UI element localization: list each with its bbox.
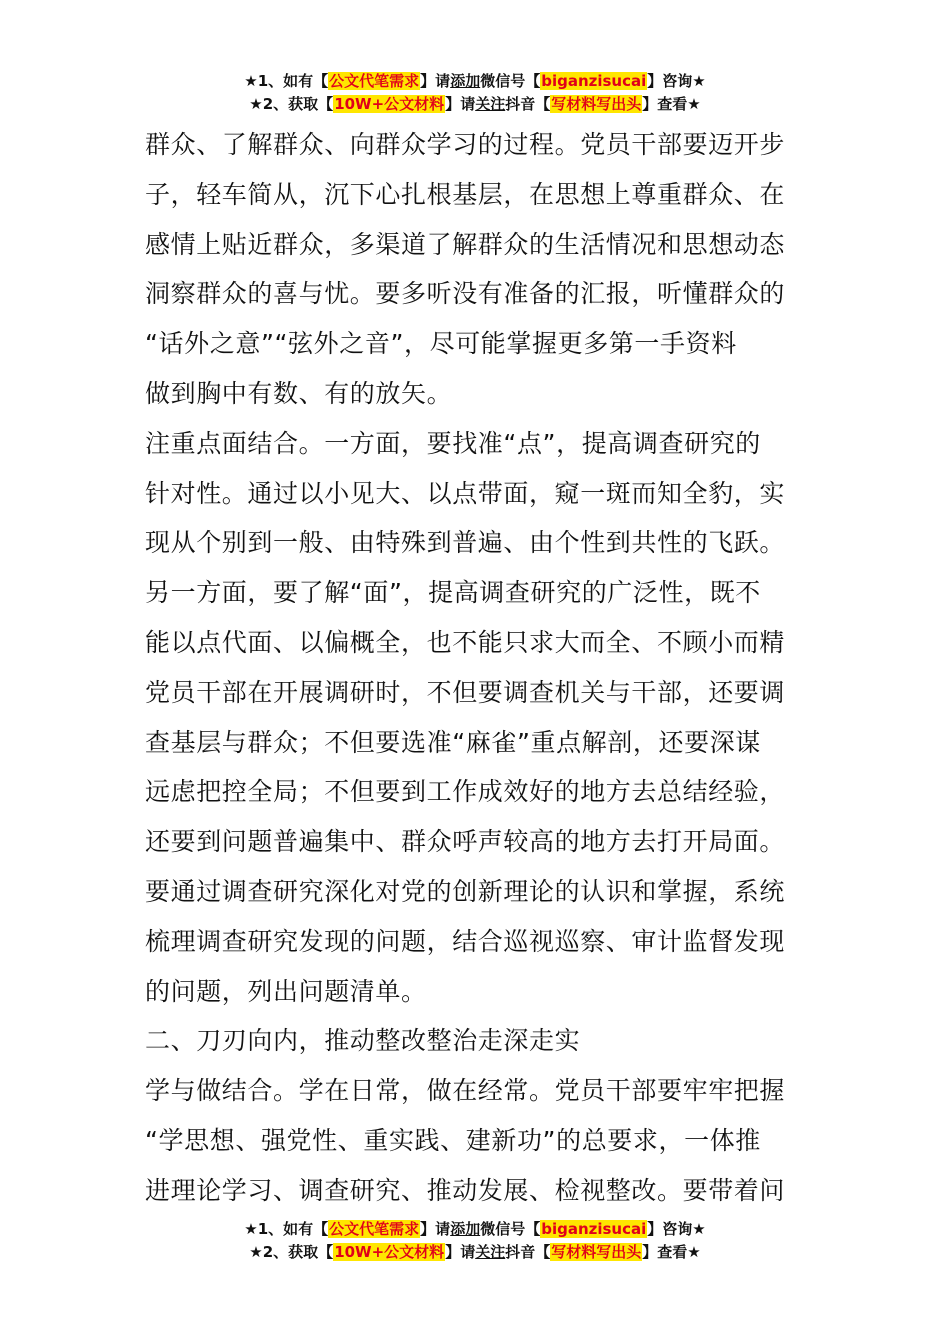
- promo-line-1: [0, 1218, 950, 1241]
- text-line: 另一方面，要了解“面”，提高调查研究的广泛性，既不: [145, 578, 761, 608]
- text-line: 查基层与群众；不但要选准“麻雀”重点解剖，还要深谋: [145, 727, 761, 757]
- promo-highlight: 写材料写出头: [551, 1243, 642, 1261]
- bottom-promo-banner: [0, 1218, 950, 1264]
- promo-text: 】请: [445, 1243, 476, 1261]
- text-line: 子，轻车简从，沉下心扎根基层，在思想上尊重群众、在: [145, 179, 786, 209]
- promo-line-1: [0, 70, 950, 93]
- text-line: “学思想、强党性、重实践、建新功”的总要求，一体推: [145, 1125, 761, 1155]
- promo-text: ★1、如有【: [244, 1220, 329, 1238]
- promo-text: 微信号【: [480, 1220, 541, 1238]
- promo-line-2: [0, 1241, 950, 1264]
- promo-text: 】咨询★: [647, 1220, 706, 1238]
- promo-highlight: biganzisucai: [541, 1220, 647, 1238]
- text-line: “话外之意”“弦外之音”，尽可能掌握更多第一手资料: [145, 329, 737, 359]
- text-line: 远虑把控全局；不但要到工作成效好的地方去总结经验，: [145, 777, 786, 807]
- text-line: 学与做结合。学在日常，做在经常。党员干部要牢牢把握: [145, 1076, 786, 1106]
- promo-text: 】请: [445, 95, 476, 113]
- text-line: 做到胸中有数、有的放矢。: [145, 378, 453, 408]
- text-line: 群众、了解群众、向群众学习的过程。党员干部要迈开步: [145, 130, 786, 159]
- promo-emphasis: 添加: [450, 72, 481, 90]
- promo-line-2: [0, 93, 950, 116]
- promo-text: 】咨询★: [647, 72, 706, 90]
- promo-text: 】查看★: [642, 1243, 701, 1261]
- promo-text: ★2、获取【: [249, 1243, 334, 1261]
- promo-highlight: biganzisucai: [541, 72, 647, 90]
- top-promo-banner: [0, 70, 950, 116]
- text-line: 党员干部在开展调研时，不但要调查机关与干部，还要调: [145, 677, 786, 707]
- promo-text: ★1、如有【: [244, 72, 329, 90]
- section-heading: 二、刀刃向内，推动整改整治走深走实: [145, 1026, 581, 1056]
- text-line: 针对性。通过以小见大、以点带面，窥一斑而知全豹，实: [145, 478, 786, 508]
- text-line: 要通过调查研究深化对党的创新理论的认识和掌握，系统: [145, 876, 786, 906]
- promo-highlight: 10W+公文材料: [334, 95, 445, 113]
- text-line: 现从个别到一般、由特殊到普遍、由个性到共性的飞跃。: [145, 528, 786, 558]
- promo-text: 抖音【: [505, 1243, 551, 1261]
- text-line: 能以点代面、以偏概全，也不能只求大而全、不顾小而精: [145, 627, 786, 657]
- document-body: [145, 120, 815, 1216]
- text-line: 的问题，列出问题清单。: [145, 976, 427, 1006]
- promo-text: 抖音【: [505, 95, 551, 113]
- text-line: 进理论学习、调查研究、推动发展、检视整改。要带着问: [145, 1175, 786, 1205]
- promo-highlight: 写材料写出头: [551, 95, 642, 113]
- promo-emphasis: 添加: [450, 1220, 481, 1238]
- promo-text: 】请: [420, 72, 451, 90]
- text-line: 注重点面结合。一方面，要找准“点”，提高调查研究的: [145, 428, 761, 458]
- promo-text: ★2、获取【: [249, 95, 334, 113]
- text-line: 还要到问题普遍集中、群众呼声较高的地方去打开局面。: [145, 827, 786, 857]
- promo-emphasis: 关注: [475, 95, 506, 113]
- promo-highlight: 10W+公文材料: [334, 1243, 445, 1261]
- promo-highlight: 公文代笔需求: [329, 1220, 420, 1238]
- promo-highlight: 公文代笔需求: [329, 72, 420, 90]
- promo-emphasis: 关注: [475, 1243, 506, 1261]
- promo-text: 】查看★: [642, 95, 701, 113]
- text-line: 感情上贴近群众，多渠道了解群众的生活情况和思想动态: [145, 229, 786, 259]
- text-line: 梳理调查研究发现的问题，结合巡视巡察、审计监督发现: [145, 926, 786, 956]
- promo-text: 微信号【: [480, 72, 541, 90]
- promo-text: 】请: [420, 1220, 451, 1238]
- text-line: 洞察群众的喜与忧。要多听没有准备的汇报，听懂群众的: [145, 279, 786, 309]
